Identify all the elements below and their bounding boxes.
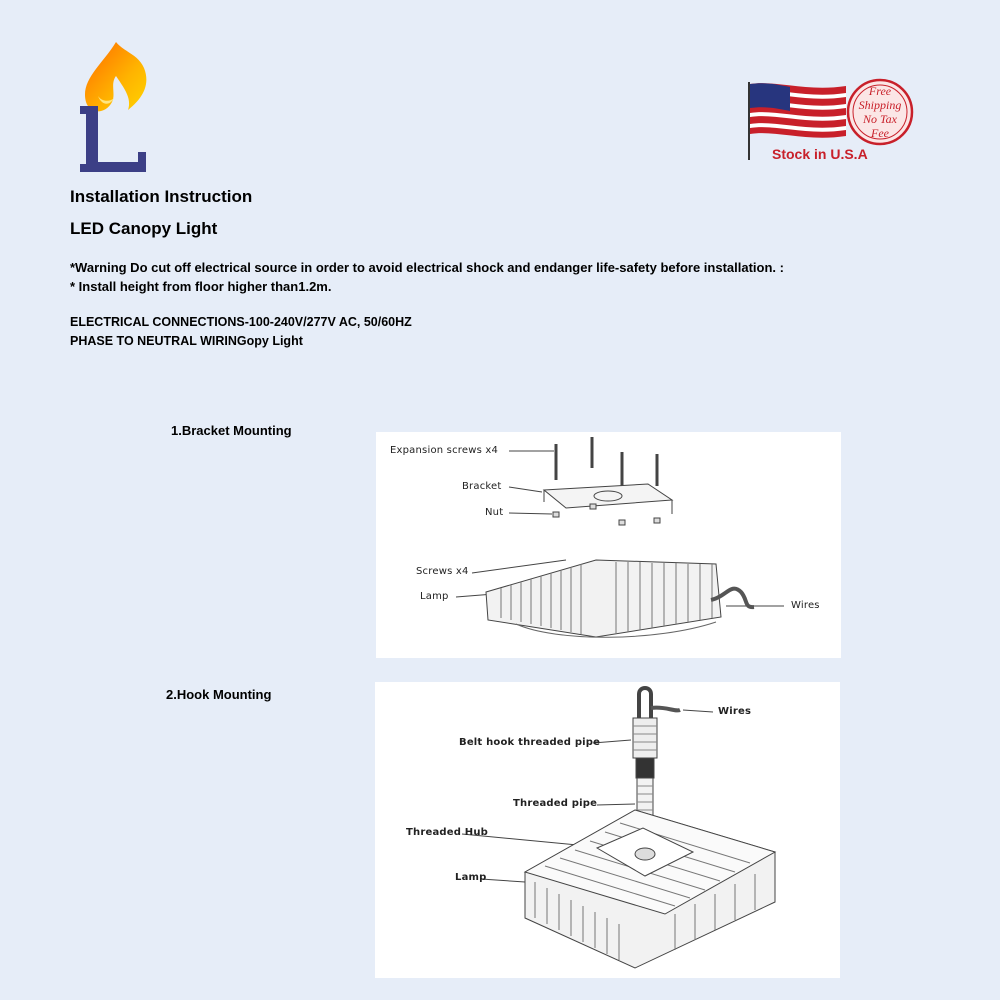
label-belt-hook-threaded-pipe: Belt hook threaded pipe: [459, 737, 601, 748]
label-bracket: Bracket: [462, 481, 502, 492]
product-name: LED Canopy Light: [70, 219, 218, 238]
label-wires: Wires: [718, 706, 752, 717]
flame-L-logo-icon: [72, 40, 162, 175]
label-screws: Screws x4: [416, 566, 469, 577]
wiring-note: PHASE TO NEUTRAL WIRINGopy Light: [70, 334, 303, 348]
stock-in-usa-badge: [746, 78, 918, 164]
stock-in-usa-text: Stock in U.S.A: [772, 146, 868, 162]
label-nut: Nut: [485, 507, 504, 518]
label-lamp: Lamp: [420, 591, 449, 602]
install-height-note: * Install height from floor higher than1.2m.: [70, 279, 332, 294]
page-title: Installation Instruction: [70, 187, 253, 206]
electrical-connections-note: ELECTRICAL CONNECTIONS-100-240V/277V AC, 50/60HZ: [70, 315, 412, 329]
expansion-screw-icon: [556, 437, 657, 488]
label-wires: Wires: [791, 600, 820, 611]
hook-mounting-diagram: [375, 682, 840, 978]
label-expansion-screws: Expansion screws x4: [390, 445, 499, 456]
section-title-hook-mounting: 2.Hook Mounting: [166, 687, 272, 702]
seal-text-no-tax: No Tax: [863, 112, 897, 126]
bracket-mounting-diagram: [376, 432, 841, 658]
label-threaded-pipe: Threaded pipe: [513, 798, 598, 809]
seal-text-fee: Fee: [871, 126, 889, 140]
warning-note: *Warning Do cut off electrical source in order to avoid electrical shock and endanger life-safety before installation. :: [70, 260, 784, 275]
seal-text-shipping: Shipping: [858, 98, 902, 112]
seal-text-free: Free: [868, 84, 892, 98]
label-threaded-hub: Threaded Hub: [406, 827, 489, 838]
section-title-bracket-mounting: 1.Bracket Mounting: [171, 423, 292, 438]
label-lamp: Lamp: [455, 872, 487, 883]
